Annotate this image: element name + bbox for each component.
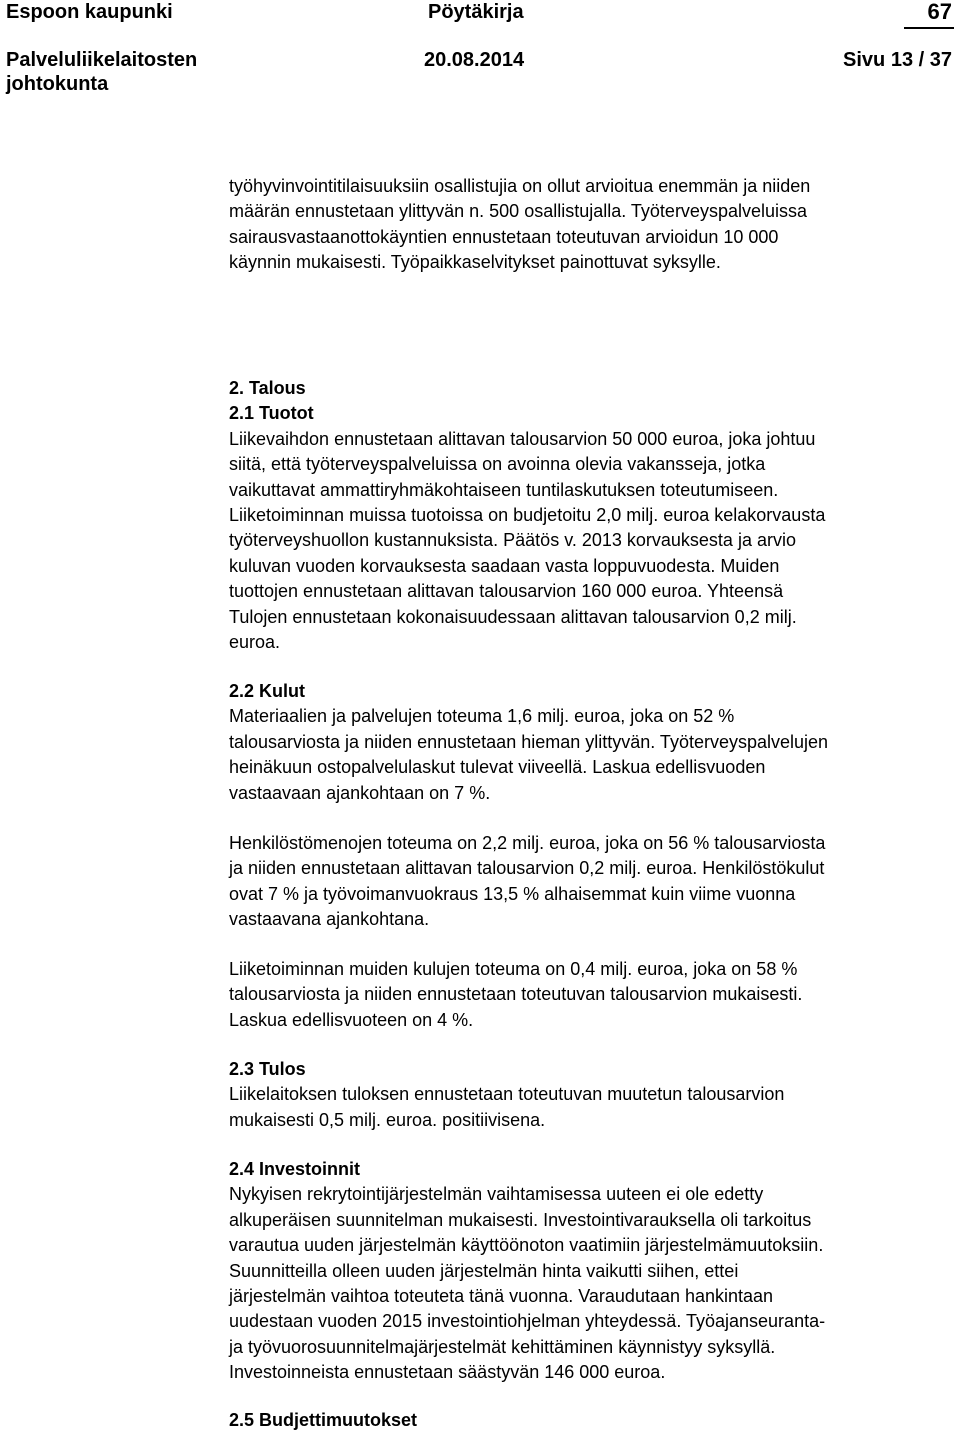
- text-line: Liikevaihdon ennustetaan alittavan talousarvion 50 000 euroa, joka johtuu: [229, 428, 816, 449]
- intro-paragraph: [229, 174, 957, 276]
- text-line: Tulojen ennustetaan kokonaisuudessaan alittavan talousarvion 0,2 milj.: [229, 606, 797, 627]
- text-line: Materiaalien ja palvelujen toteuma 1,6 milj. euroa, joka on 52 %: [229, 706, 735, 727]
- text-line: käynnin mukaisesti. Työpaikkaselvitykset painottuvat syksylle.: [229, 252, 721, 273]
- text-line: mukaisesti 0,5 milj. euroa. positiivisena.: [229, 1109, 546, 1130]
- kulut-paragraph-2: [229, 831, 957, 933]
- text-line: Suunnitteilla olleen uuden järjestelmän hinta vaikutti siihen, ettei: [229, 1260, 739, 1281]
- text-line: Laskua edellisvuoteen on 4 %.: [229, 1009, 474, 1030]
- header-document-type: Pöytäkirja: [428, 1, 524, 23]
- subsection-investoinnit: [229, 1157, 957, 1386]
- text-line: heinäkuun ostopalvelulaskut tulevat viiveellä. Laskua edellisvuoden: [229, 757, 766, 778]
- text-line: uudestaan vuoden 2015 investointiohjelman yhteydessä. Työajanseuranta-: [229, 1311, 826, 1332]
- text-line: alkuperäisen suunnitelman mukaisesti. Investointivarauksella oli tarkoitus: [229, 1209, 812, 1230]
- header-organization: Espoon kaupunki: [6, 1, 173, 23]
- text-line: Liiketoiminnan muiden kulujen toteuma on 0,4 milj. euroa, joka on 58 %: [229, 959, 798, 979]
- text-line: Liiketoiminnan muissa tuotoissa on budjetoitu 2,0 milj. euroa kelakorvausta: [229, 505, 826, 526]
- header-date: 20.08.2014: [424, 49, 525, 71]
- subsection-heading-tuotot: 2.1 Tuotot: [229, 403, 314, 424]
- text-line: tuottojen ennustetaan alittavan talousarvion 160 000 euroa. Yhteensä: [229, 581, 784, 602]
- text-line: Liikelaitoksen tuloksen ennustetaan toteutuvan muutetun talousarvion: [229, 1084, 785, 1105]
- text-line: vaikuttavat ammattiryhmäkohtaiseen tuntilaskutuksen toteutumiseen.: [229, 479, 779, 500]
- subsection-kulut: [229, 679, 957, 806]
- section-heading-talous: 2. Talous: [229, 378, 306, 398]
- section-talous: [229, 376, 957, 655]
- header-unit-line2: johtokunta: [6, 73, 109, 95]
- header-section-number: 67: [927, 0, 952, 24]
- text-line: vastaavaan ajankohtaan on 7 %.: [229, 782, 491, 803]
- text-line: talousarviosta ja niiden ennustetaan toteutuvan talousarvion mukaisesti.: [229, 984, 803, 1005]
- subsection-heading-investoinnit: 2.4 Investoinnit: [229, 1159, 361, 1179]
- text-line: Henkilöstömenojen toteuma on 2,2 milj. euroa, joka on 56 % talousarviosta: [229, 833, 826, 853]
- text-line: järjestelmän vaihtoa toteuteta tänä vuonna. Varaudutaan hankintaan: [229, 1286, 774, 1307]
- text-line: varautua uuden järjestelmän käyttöönoton vaatimiin järjestelmämuutoksiin.: [229, 1235, 824, 1256]
- text-line: työterveyshuollon kustannuksista. Päätös v. 2013 korvauksesta ja arvio: [229, 530, 796, 551]
- text-line: ja niiden ennustetaan alittavan talousarvion 0,2 milj. euroa. Henkilöstökulut: [229, 858, 825, 879]
- subsection-heading-budjettimuutokset: 2.5 Budjettimuutokset: [229, 1410, 418, 1430]
- text-line: euroa.: [229, 632, 281, 653]
- kulut-paragraph-3: [229, 957, 957, 1033]
- subsection-heading-tulos: 2.3 Tulos: [229, 1059, 306, 1079]
- text-line: talousarviosta ja niiden ennustetaan hieman ylittyvän. Työterveyspalvelujen: [229, 731, 829, 752]
- text-line: Nykyisen rekrytointijärjestelmän vaihtamisessa uuteen ei ole edetty: [229, 1184, 764, 1205]
- text-line: määrän ennustetaan ylittyvän n. 500 osallistujalla. Työterveyspalveluissa: [229, 201, 807, 222]
- subsection-heading-kulut: 2.2 Kulut: [229, 681, 306, 701]
- header-unit-line1: Palveluliikelaitosten: [6, 49, 198, 71]
- text-line: Investoinneista ennustetaan säästyvän 146 000 euroa.: [229, 1362, 666, 1383]
- text-line: vastaavana ajankohtana.: [229, 909, 430, 930]
- text-line: sairausvastaanottokäyntien ennustetaan toteutuvan arvioidun 10 000: [229, 226, 779, 247]
- header-section-number-underline: [904, 27, 954, 29]
- subsection-tulos: [229, 1057, 957, 1133]
- text-line: työhyvinvointitilaisuuksiin osallistujia on ollut arvioitua enemmän ja niiden: [229, 176, 811, 196]
- header-page-number: Sivu 13 / 37: [843, 49, 952, 71]
- text-line: siitä, että työterveyspalveluissa on avoinna olevia vakansseja, jotka: [229, 454, 766, 475]
- text-line: kuluvan vuoden korvauksesta saadaan vasta loppuvuodesta. Muiden: [229, 555, 780, 576]
- text-line: ovat 7 % ja työvoimanvuokraus 13,5 % alhaisemmat kuin viime vuonna: [229, 883, 796, 904]
- header-unit: [6, 48, 197, 96]
- text-line: ja työvuorosuunnitelmajärjestelmät kehittäminen käynnistyy syksyllä.: [229, 1336, 776, 1357]
- subsection-budjettimuutokset: [229, 1408, 957, 1433]
